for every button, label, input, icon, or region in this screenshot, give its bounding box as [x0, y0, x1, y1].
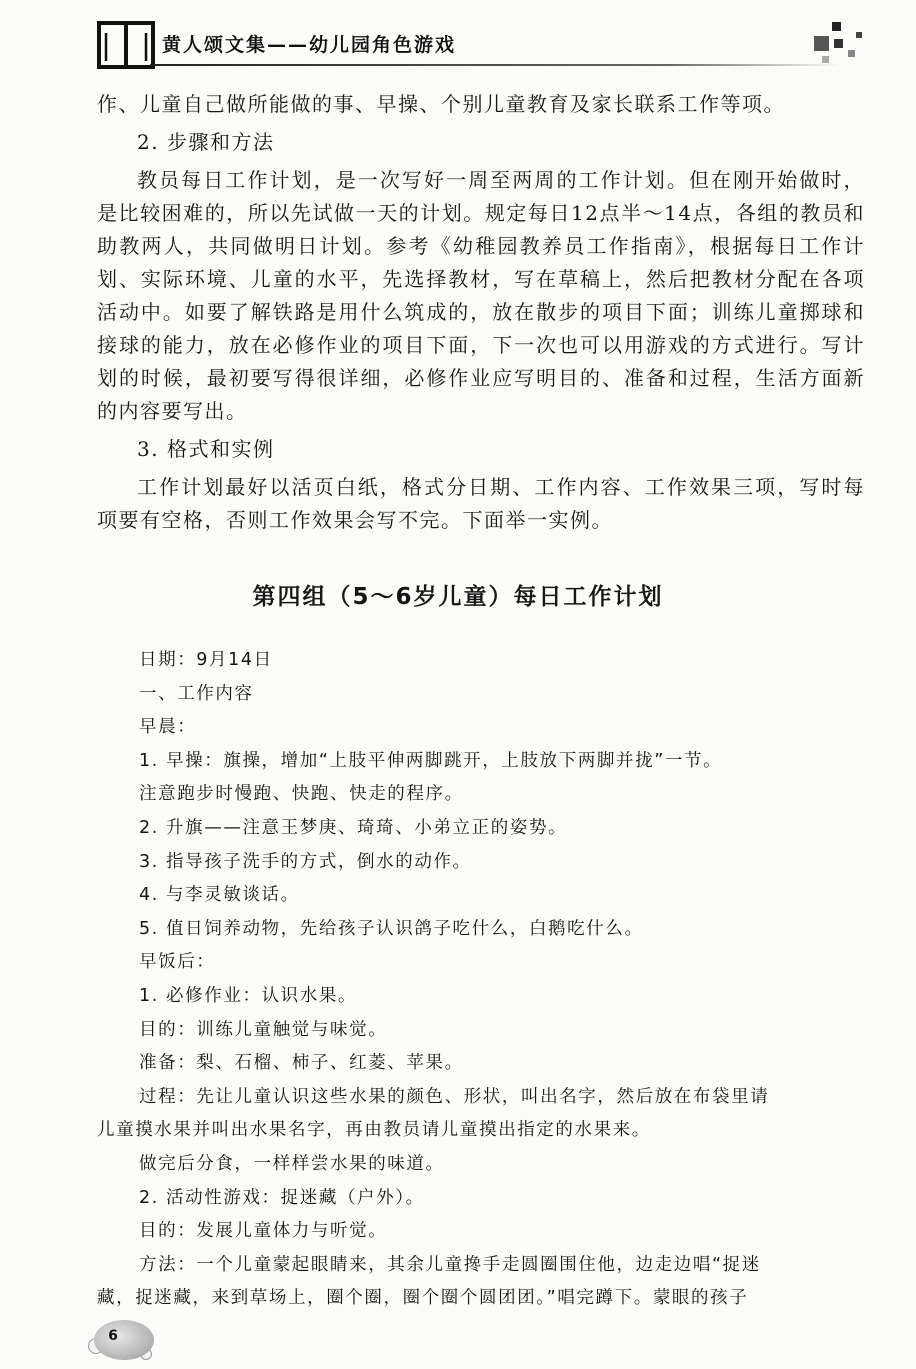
plan-line: 5. 值日饲养动物，先给孩子认识鸽子吃什么，白鹅吃什么。 — [139, 918, 644, 939]
plan-line: 2. 活动性游戏：捉迷藏（户外）。 — [139, 1187, 425, 1208]
open-book-icon — [97, 20, 155, 70]
header-rule — [150, 64, 840, 66]
plan-title: 第四组（5～6岁儿童）每日工作计划 — [252, 584, 664, 610]
plan-line: 一、工作内容 — [139, 683, 254, 704]
page-number-badge — [88, 1320, 168, 1369]
section-heading: 3. 格式和实例 — [137, 437, 275, 461]
plan-line: 准备：梨、石榴、柿子、红菱、苹果。 — [139, 1053, 464, 1074]
plan-line: 注意跑步时慢跑、快跑、快走的程序。 — [139, 784, 464, 805]
decorative-squares — [810, 20, 880, 70]
plan-line: 早饭后： — [139, 952, 216, 973]
paragraph: 作、儿童自己做所能做的事、早操、个别儿童教育及家长联系工作等项。 — [97, 92, 785, 116]
plan-line: 4. 与李灵敏谈话。 — [139, 885, 300, 906]
plan-line: 目的：发展儿童体力与听觉。 — [139, 1221, 388, 1242]
paragraph: 教员每日工作计划，是一次写好一周至两周的工作计划。但在刚开始做时，是比较困难的，所以先试做一天的计划。规定每日12点半～14点，各组的教员和助教两人，共同做明日计划。参考《幼稚园教养员工作指南》，根据每日工作计划、实际环境、儿童的水平，先选择教材，写在草稿上，然后把教材分配在各项活动中。如要了解铁路是用什么筑成的，放在散步的项目下面；训练儿童掷球和接球的能力，放在必修作业的项目下面，下一次也可以用游戏的方式进行。写计划的时候，最初要写得很详细，必修作业应写明目的、准备和过程，生活方面新的内容要写出。 — [97, 168, 865, 423]
book-title: 黄人颂文集——幼儿园角色游戏 — [162, 34, 457, 56]
plan-line: 2. 升旗——注意王梦庚、琦琦、小弟立正的姿势。 — [139, 817, 568, 838]
plan-line: 做完后分食，一样样尝水果的味道。 — [139, 1153, 445, 1174]
daily-plan — [97, 644, 865, 1316]
plan-line: 1. 必修作业：认识水果。 — [139, 985, 358, 1006]
body-text — [97, 88, 865, 537]
plan-line: 儿童摸水果并叫出水果名字，再由教员请儿童摸出指定的水果来。 — [97, 1120, 651, 1141]
plan-line: 过程：先让儿童认识这些水果的颜色、形状，叫出名字，然后放在布袋里请 — [139, 1086, 770, 1107]
plan-line: 3. 指导孩子洗手的方式，倒水的动作。 — [139, 851, 472, 872]
paragraph: 工作计划最好以活页白纸，格式分日期、工作内容、工作效果三项，写时每项要有空格，否则工作效果会写不完。下面举一实例。 — [97, 475, 865, 532]
page-number: 6 — [108, 1328, 118, 1344]
running-header — [0, 0, 916, 80]
plan-line: 藏，捉迷藏，来到草场上，圈个圈，圈个圈个圆团团。”唱完蹲下。蒙眼的孩子 — [97, 1288, 749, 1309]
plan-line: 1. 早操：旗操，增加“上肢平伸两脚跳开，上肢放下两脚并拢”一节。 — [139, 750, 723, 771]
plan-line: 方法：一个儿童蒙起眼睛来，其余儿童搀手走圆圈围住他，边走边唱“捉迷 — [139, 1254, 761, 1275]
plan-line: 目的：训练儿童触觉与味觉。 — [139, 1019, 388, 1040]
plan-line: 早晨： — [139, 717, 197, 738]
section-heading: 2. 步骤和方法 — [137, 130, 275, 154]
plan-line: 日期：9月14日 — [139, 650, 273, 670]
